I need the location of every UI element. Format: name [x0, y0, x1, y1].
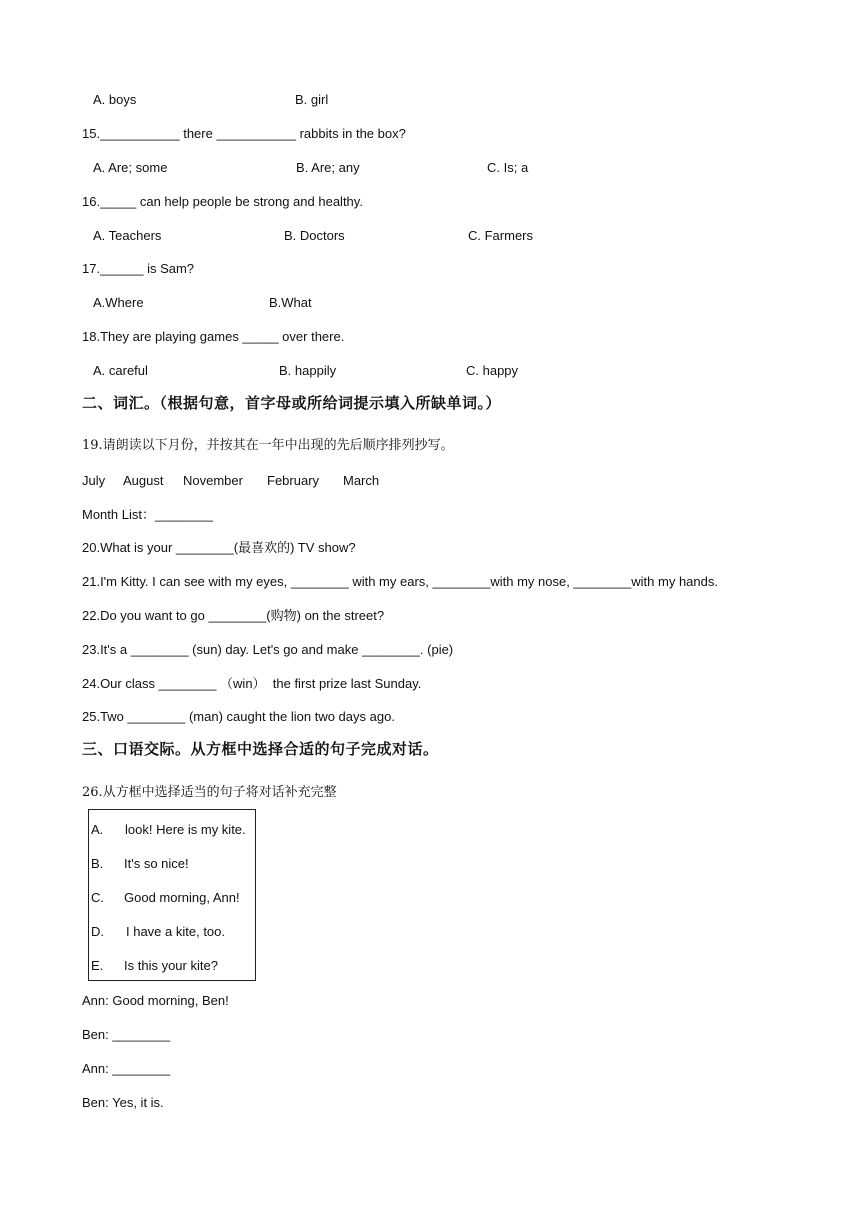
- box-letter-d: D.: [91, 924, 104, 939]
- box-text-b: It's so nice!: [124, 856, 189, 871]
- section-3-heading: 三、口语交际。从方框中选择合适的句子完成对话。: [82, 741, 439, 758]
- q15-question: 15.___________ there ___________ rabbits in the box?: [82, 126, 406, 141]
- q15-option-b: B. Are; any: [296, 160, 360, 175]
- box-text-e: Is this your kite?: [124, 958, 218, 973]
- box-letter-b: B.: [91, 856, 104, 871]
- q26-question: 26.从方框中选择适当的句子将对话补充完整: [82, 785, 337, 800]
- box-text-d: I have a kite, too.: [126, 924, 226, 939]
- q18-option-a: A. careful: [93, 363, 148, 378]
- month-august: August: [123, 473, 164, 488]
- q25-question: 25.Two ________ (man) caught the lion two days ago.: [82, 709, 395, 724]
- dialogue-line-3: Ann: ________: [82, 1061, 171, 1076]
- month-july: July: [82, 473, 106, 488]
- box-letter-c: C.: [91, 890, 104, 905]
- q16-question: 16._____ can help people be strong and healthy.: [82, 194, 363, 209]
- dialogue-line-2: Ben: ________: [82, 1027, 171, 1042]
- q18-option-b: B. happily: [279, 363, 337, 378]
- q14-option-b: B. girl: [295, 92, 329, 107]
- box-letter-e: E.: [91, 958, 104, 973]
- dialogue-line-4: Ben: Yes, it is.: [82, 1095, 164, 1110]
- q20-question: 20.What is your ________(最喜欢的) TV show?: [82, 540, 356, 555]
- q23-question: 23.It's a ________ (sun) day. Let's go and make ________. (pie): [82, 642, 454, 657]
- q17-option-a: A.Where: [93, 295, 144, 310]
- month-november: November: [183, 473, 243, 488]
- q18-question: 18.They are playing games _____ over there.: [82, 329, 345, 344]
- month-march: March: [343, 473, 380, 488]
- q21-question: 21.I'm Kitty. I can see with my eyes, ________ with my ears, ________with my nose, ________with my hands.: [82, 574, 718, 589]
- q17-question: 17.______ is Sam?: [82, 261, 195, 276]
- q15-option-a: A. Are; some: [93, 160, 168, 175]
- section-2-heading: 二、词汇。（根据句意，首字母或所给词提示填入所缺单词。）: [82, 395, 502, 412]
- dialogue-line-1: Ann: Good morning, Ben!: [82, 993, 229, 1008]
- q24-question: 24.Our class ________ （win） the first prize last Sunday.: [82, 676, 422, 691]
- month-february: February: [267, 473, 320, 488]
- sentence-box: [88, 809, 256, 981]
- q16-option-b: B. Doctors: [284, 228, 345, 243]
- box-text-c: Good morning, Ann!: [124, 890, 240, 905]
- box-text-a: look! Here is my kite.: [125, 822, 246, 837]
- q15-option-c: C. Is; a: [487, 160, 529, 175]
- q16-option-a: A. Teachers: [93, 228, 162, 243]
- q22-question: 22.Do you want to go ________(购物) on the street?: [82, 608, 385, 623]
- month-list-line: Month List：________: [82, 507, 213, 522]
- box-letter-a: A.: [91, 822, 104, 837]
- q18-option-c: C. happy: [466, 363, 519, 378]
- q16-option-c: C. Farmers: [468, 228, 533, 243]
- q14-option-a: A. boys: [93, 92, 137, 107]
- q19-question: 19.请朗读以下月份，并按其在一年中出现的先后顺序排列抄写。: [82, 438, 454, 453]
- q17-option-b: B.What: [269, 295, 312, 310]
